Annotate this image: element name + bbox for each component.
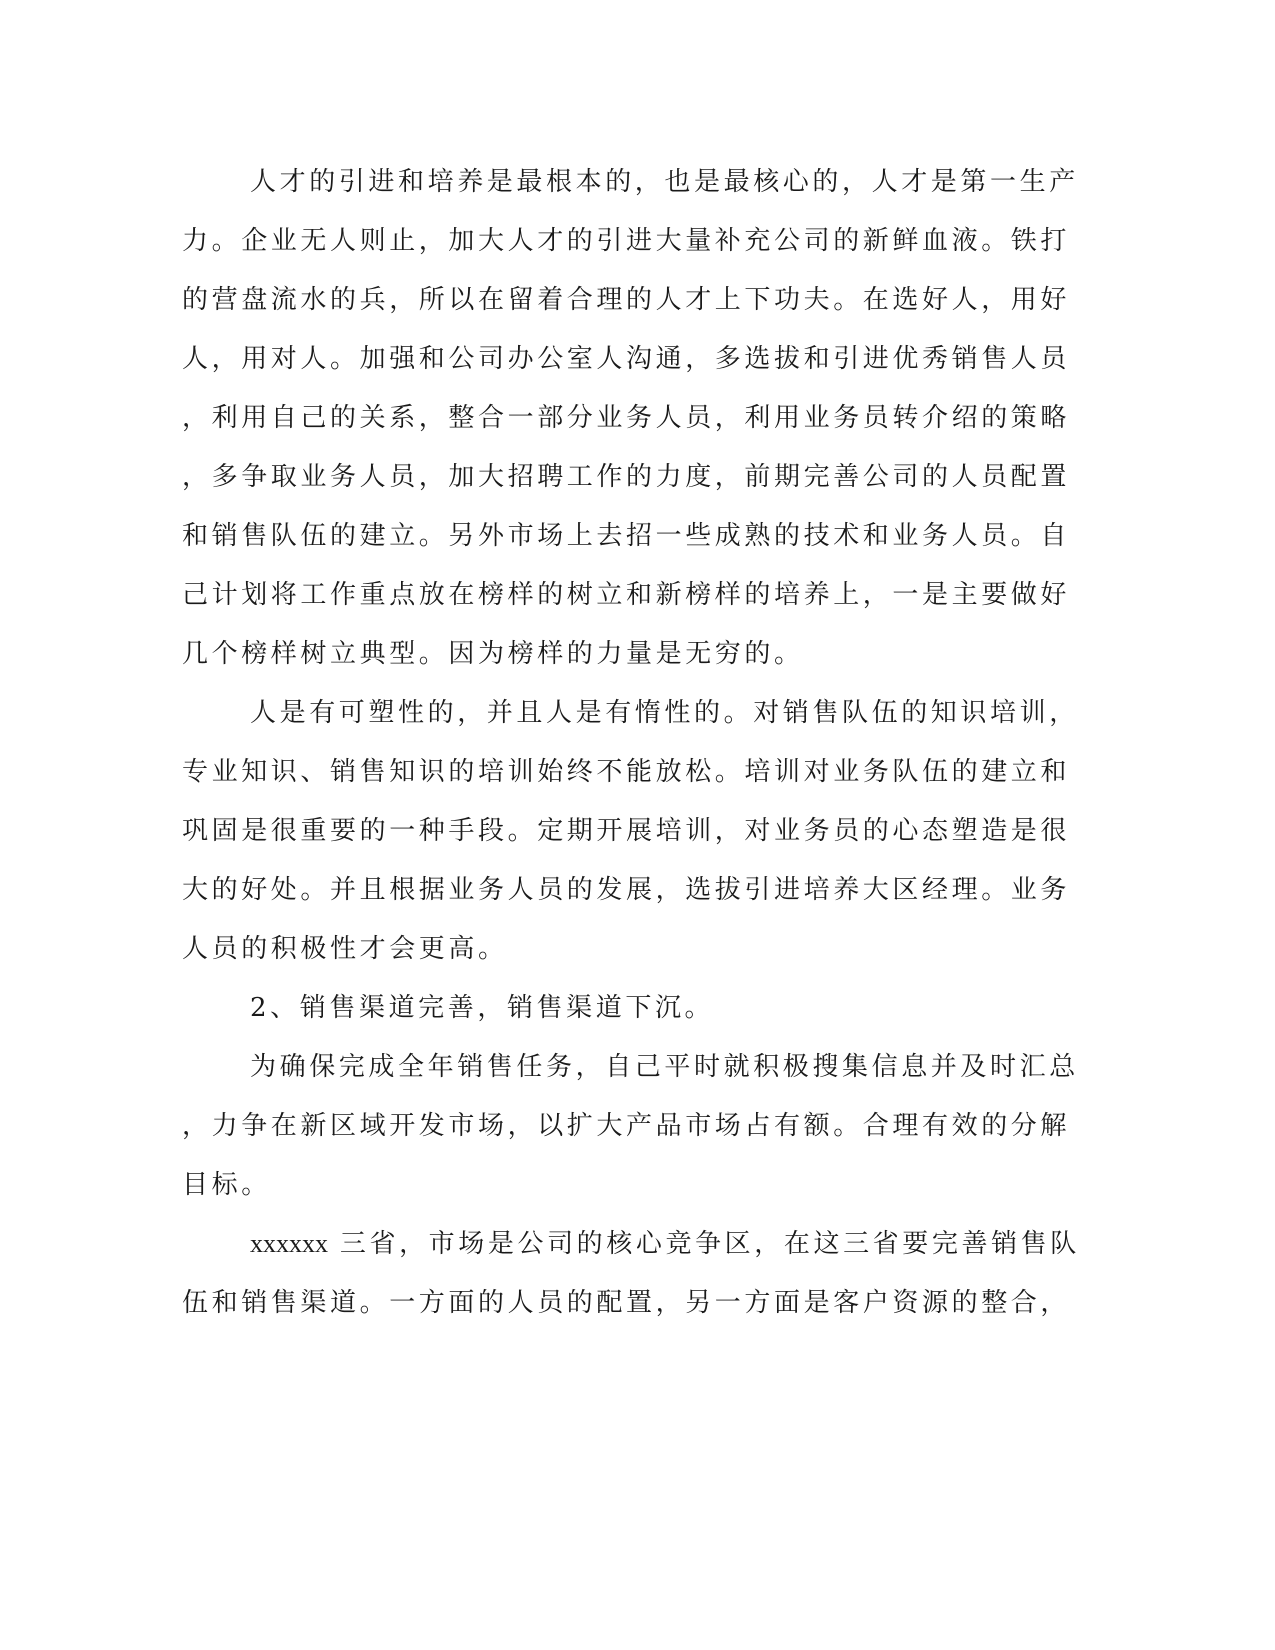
placeholder-text: xxxxxx <box>250 1229 328 1258</box>
paragraph-line: ，多争取业务人员，加大招聘工作的力度，前期完善公司的人员配置 <box>182 462 1071 492</box>
paragraph-line: 的营盘流水的兵，所以在留着合理的人才上下功夫。在选好人，用好 <box>182 285 1071 315</box>
paragraph-line: 巩固是很重要的一种手段。定期开展培训，对业务员的心态塑造是很 <box>182 816 1071 846</box>
paragraph-line: ，力争在新区域开发市场，以扩大产品市场占有额。合理有效的分解 <box>182 1111 1071 1141</box>
paragraph-line <box>250 1224 1110 1264</box>
paragraph-line: 人员的积极性才会更高。 <box>182 934 508 964</box>
paragraph-line-text: 三省，市场是公司的核心竞争区，在这三省要完善销售队 <box>339 1229 1080 1259</box>
paragraph-line: 力。企业无人则止，加大人才的引进大量补充公司的新鲜血液。铁打 <box>182 226 1071 256</box>
paragraph-line: 伍和销售渠道。一方面的人员的配置，另一方面是客户资源的整合， <box>182 1288 1071 1318</box>
section-heading: 2、销售渠道完善，销售渠道下沉。 <box>250 993 715 1023</box>
paragraph-line: 为确保完成全年销售任务，自己平时就积极搜集信息并及时汇总 <box>250 1052 1079 1082</box>
paragraph-line: 目标。 <box>182 1170 271 1200</box>
paragraph-line: 专业知识、销售知识的培训始终不能放松。培训对业务队伍的建立和 <box>182 757 1071 787</box>
paragraph-line: 人，用对人。加强和公司办公室人沟通，多选拔和引进优秀销售人员 <box>182 344 1071 374</box>
paragraph-line: 几个榜样树立典型。因为榜样的力量是无穷的。 <box>182 639 804 669</box>
paragraph-line: 和销售队伍的建立。另外市场上去招一些成熟的技术和业务人员。自 <box>182 521 1071 551</box>
paragraph-line: 己计划将工作重点放在榜样的树立和新榜样的培养上，一是主要做好 <box>182 580 1071 610</box>
paragraph-line: 人才的引进和培养是最根本的，也是最核心的，人才是第一生产 <box>250 167 1079 197</box>
paragraph-line: ，利用自己的关系，整合一部分业务人员，利用业务员转介绍的策略 <box>182 403 1071 433</box>
paragraph-line: 人是有可塑性的，并且人是有惰性的。对销售队伍的知识培训， <box>250 698 1079 728</box>
paragraph-line: 大的好处。并且根据业务人员的发展，选拔引进培养大区经理。业务 <box>182 875 1071 905</box>
